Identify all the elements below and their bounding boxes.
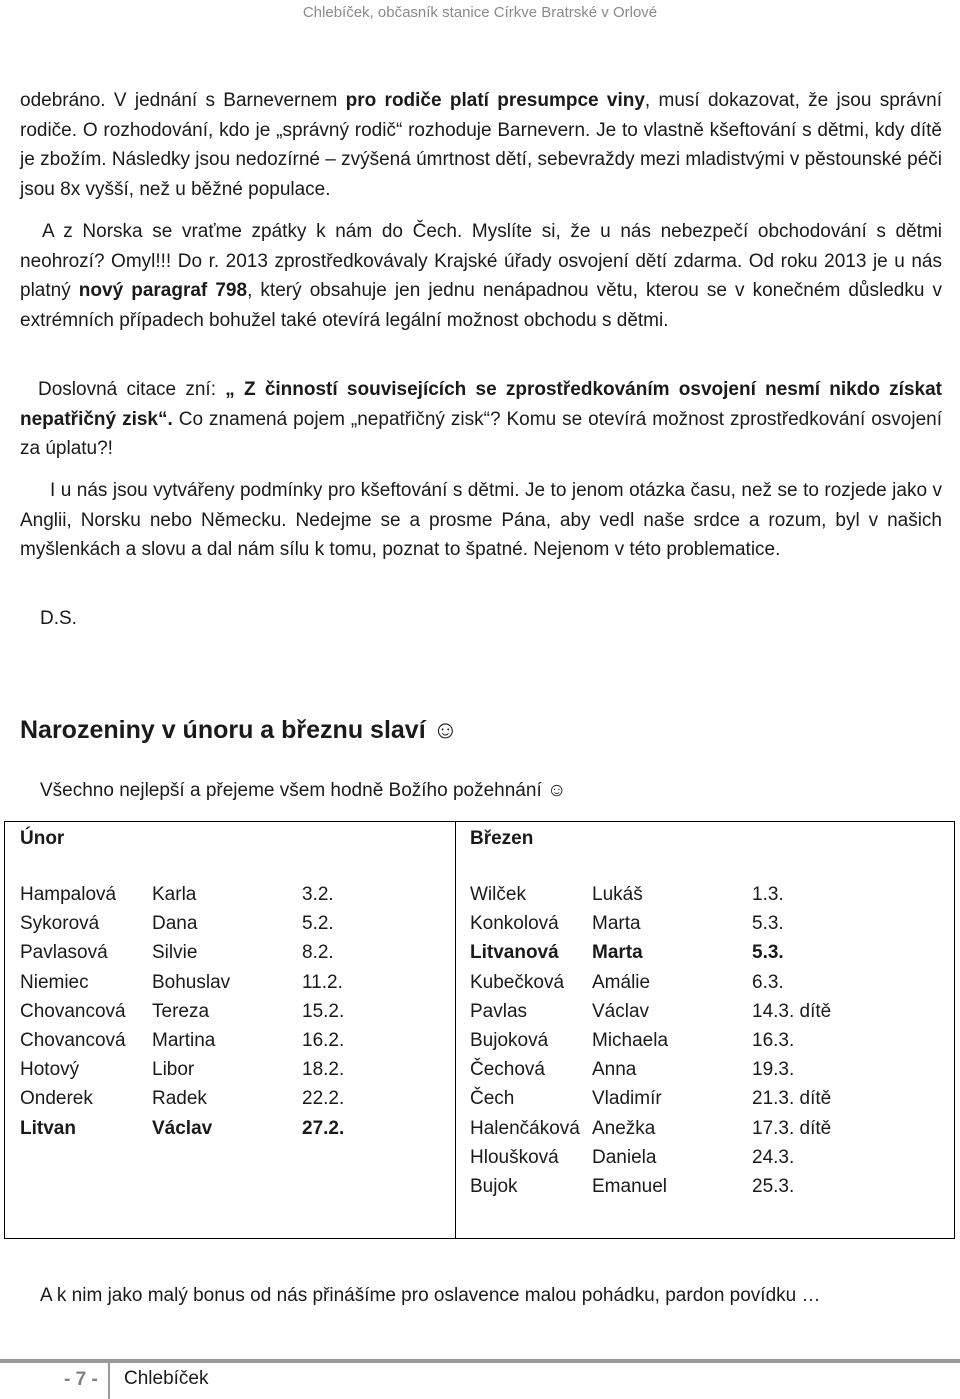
birthday-name: Libor bbox=[152, 1059, 195, 1081]
birthday-surname: Hloušková bbox=[470, 1146, 559, 1168]
article-paragraph-3 bbox=[20, 375, 942, 464]
paragraph-segment: odebráno. V jednání s Barnevernem bbox=[20, 90, 346, 111]
birthday-row bbox=[470, 1147, 940, 1176]
birthday-row bbox=[470, 1059, 940, 1088]
paragraph-segment: „ Z činností souvisejících se zprostředkováním osvojení nesmí nikdo získat nepatřičný zisk“. bbox=[20, 379, 942, 430]
birthday-surname: Niemiec bbox=[20, 971, 89, 993]
paragraph-segment: , který obsahuje jen jednu nenápadnou větu, kterou se v konečném důsledku v extrémních případech bohužel také otevírá legální možnost obchodu s dětmi. bbox=[20, 280, 943, 331]
birthday-name: Daniela bbox=[592, 1146, 657, 1168]
birthday-row bbox=[20, 1030, 440, 1059]
birthday-name: Silvie bbox=[152, 942, 198, 964]
birthday-name: Emanuel bbox=[592, 1175, 667, 1197]
birthday-row bbox=[20, 1059, 440, 1088]
birthday-row bbox=[20, 913, 440, 942]
birthday-date: 14.3. dítě bbox=[752, 1000, 832, 1022]
signature: D.S. bbox=[40, 608, 77, 629]
birthday-subheading: Všechno nejlepší a přejeme všem hodně Božího požehnání ☺ bbox=[40, 780, 567, 801]
birthday-row bbox=[470, 942, 940, 971]
birthday-date: 5.3. bbox=[752, 942, 784, 964]
birthday-date: 5.2. bbox=[302, 913, 334, 935]
article-paragraph-2 bbox=[20, 217, 942, 335]
birthday-name: Václav bbox=[152, 1117, 213, 1139]
birthday-surname: Halenčáková bbox=[470, 1117, 580, 1139]
birthday-name: Marta bbox=[592, 913, 641, 935]
birthday-name: Bohuslav bbox=[152, 971, 231, 993]
birthday-surname: Sykorová bbox=[20, 913, 100, 935]
birthday-surname: Litvanová bbox=[470, 942, 559, 964]
birthday-surname: Bujok bbox=[470, 1175, 518, 1197]
paragraph-segment: A z Norska se vraťme zpátky k nám do Čech. Myslíte si, že u nás nebezpečí obchodování s dětmi neohrozí? Omyl!!! Do r. 2013 zprostředkovávaly Krajské úřady osvojení dětí zdarma. Od roku 2013 je u nás platný bbox=[20, 221, 942, 301]
birthday-surname: Hampalová bbox=[20, 884, 117, 905]
birthday-row bbox=[470, 972, 940, 1001]
birthday-name: Anežka bbox=[592, 1117, 656, 1139]
article-paragraph-4 bbox=[20, 476, 942, 565]
footer-rule bbox=[0, 1359, 960, 1363]
birthday-date: 8.2. bbox=[302, 942, 334, 964]
birthday-name: Dana bbox=[152, 913, 198, 935]
birthday-date: 19.3. bbox=[752, 1059, 795, 1081]
paragraph-segment: Doslovná citace zní: bbox=[38, 379, 226, 400]
birthday-name: Tereza bbox=[152, 1000, 210, 1022]
birthday-name: Martina bbox=[152, 1029, 216, 1051]
birthday-name: Amálie bbox=[592, 971, 651, 993]
column-divider bbox=[455, 822, 456, 1238]
paragraph-segment: , musí dokazovat, že jsou správní rodiče. O rozhodování, kdo je „správný rodič“ rozhoduje Barnevern. Je to vlastně kšeftování s dětmi, kdy dítě je zbožím. Následky jsou nedozírné – zvýšená úmrtnost dětí, sebevraždy mezi mladistvými v pěstounské péči jsou 8x vyšší, než u běžné populace. bbox=[20, 90, 942, 200]
birthday-date: 27.2. bbox=[302, 1117, 345, 1139]
february-title: Únor bbox=[20, 828, 65, 849]
birthday-row bbox=[470, 1001, 940, 1030]
birthday-date: 25.3. bbox=[752, 1175, 795, 1197]
birthday-surname: Onderek bbox=[20, 1088, 93, 1110]
birthday-date: 5.3. bbox=[752, 913, 784, 935]
birthday-surname: Litvan bbox=[20, 1117, 76, 1139]
birthday-row bbox=[470, 1030, 940, 1059]
february-list bbox=[20, 884, 440, 1147]
birthday-name: Anna bbox=[592, 1059, 637, 1081]
birthday-row bbox=[20, 942, 440, 971]
birthday-date: 11.2. bbox=[302, 971, 343, 993]
birthday-name: Marta bbox=[592, 942, 643, 964]
birthday-date: 18.2. bbox=[302, 1059, 345, 1081]
birthday-surname: Wilček bbox=[470, 884, 526, 905]
birthday-name: Vladimír bbox=[592, 1088, 662, 1110]
birthday-row bbox=[470, 1088, 940, 1117]
birthday-name: Radek bbox=[152, 1088, 207, 1110]
birthday-row bbox=[20, 1001, 440, 1030]
paragraph-segment: Co znamená pojem „nepatřičný zisk“? Komu se otevírá možnost zprostředkování osvojení za úplatu?! bbox=[20, 408, 942, 459]
birthday-row bbox=[470, 884, 940, 913]
birthday-row bbox=[20, 1118, 440, 1147]
birthday-surname: Hotový bbox=[20, 1059, 80, 1081]
birthday-heading: Narozeniny v únoru a březnu slaví ☺ bbox=[20, 716, 459, 744]
march-title: Březen bbox=[470, 828, 534, 849]
birthday-name: Lukáš bbox=[592, 884, 643, 905]
birthday-date: 15.2. bbox=[302, 1000, 345, 1022]
birthday-name: Václav bbox=[592, 1000, 650, 1022]
paragraph-segment: I u nás jsou vytvářeny podmínky pro kšeftování s dětmi. Je to jenom otázka času, než se to rozjede jako v Anglii, Norsku nebo Německu. Nedejme se a prosme Pána, aby vedl naše srdce a rozum, byl v našich myšlenkách a slovu a dal nám sílu k tomu, poznat to špatné. Nejenom v této problematice. bbox=[20, 480, 942, 560]
birthday-surname: Kubečková bbox=[470, 971, 565, 993]
birthday-row bbox=[470, 913, 940, 942]
birthday-date: 21.3. dítě bbox=[752, 1088, 832, 1110]
birthday-date: 1.3. bbox=[752, 884, 784, 905]
birthday-row bbox=[470, 1118, 940, 1147]
birthday-name: Karla bbox=[152, 884, 197, 905]
birthday-row bbox=[20, 1088, 440, 1117]
march-list bbox=[470, 884, 940, 1205]
page-header: Chlebíček, občasník stanice Církve Bratrské v Orlové bbox=[302, 4, 658, 21]
birthday-date: 24.3. bbox=[752, 1146, 795, 1168]
birthday-row bbox=[20, 972, 440, 1001]
paragraph-segment: nový paragraf 798 bbox=[78, 280, 248, 301]
article-paragraph-1 bbox=[20, 86, 942, 204]
footer-title: Chlebíček bbox=[124, 1368, 209, 1389]
birthday-date: 6.3. bbox=[752, 971, 784, 993]
birthday-row bbox=[20, 884, 440, 913]
birthday-surname: Pavlas bbox=[470, 1000, 528, 1022]
birthday-row bbox=[470, 1176, 940, 1205]
birthday-name: Michaela bbox=[592, 1029, 669, 1051]
birthday-date: 3.2. bbox=[302, 884, 334, 905]
birthday-surname: Čech bbox=[470, 1088, 515, 1110]
birthday-surname: Čechová bbox=[470, 1059, 545, 1081]
birthday-table bbox=[4, 821, 955, 1239]
closing-text: A k nim jako malý bonus od nás přinášíme pro oslavence malou pohádku, pardon povídku … bbox=[40, 1285, 821, 1306]
page-number: - 7 - bbox=[64, 1369, 98, 1390]
paragraph-segment: pro rodiče platí presumpce viny bbox=[345, 90, 645, 111]
birthday-surname: Chovancová bbox=[20, 1000, 126, 1022]
birthday-surname: Konkolová bbox=[470, 913, 559, 935]
birthday-date: 22.2. bbox=[302, 1088, 345, 1110]
birthday-surname: Chovancová bbox=[20, 1029, 126, 1051]
birthday-date: 16.2. bbox=[302, 1029, 345, 1051]
birthday-surname: Pavlasová bbox=[20, 942, 108, 964]
birthday-date: 17.3. dítě bbox=[752, 1117, 832, 1139]
birthday-date: 16.3. bbox=[752, 1029, 795, 1051]
birthday-surname: Bujoková bbox=[470, 1029, 549, 1051]
